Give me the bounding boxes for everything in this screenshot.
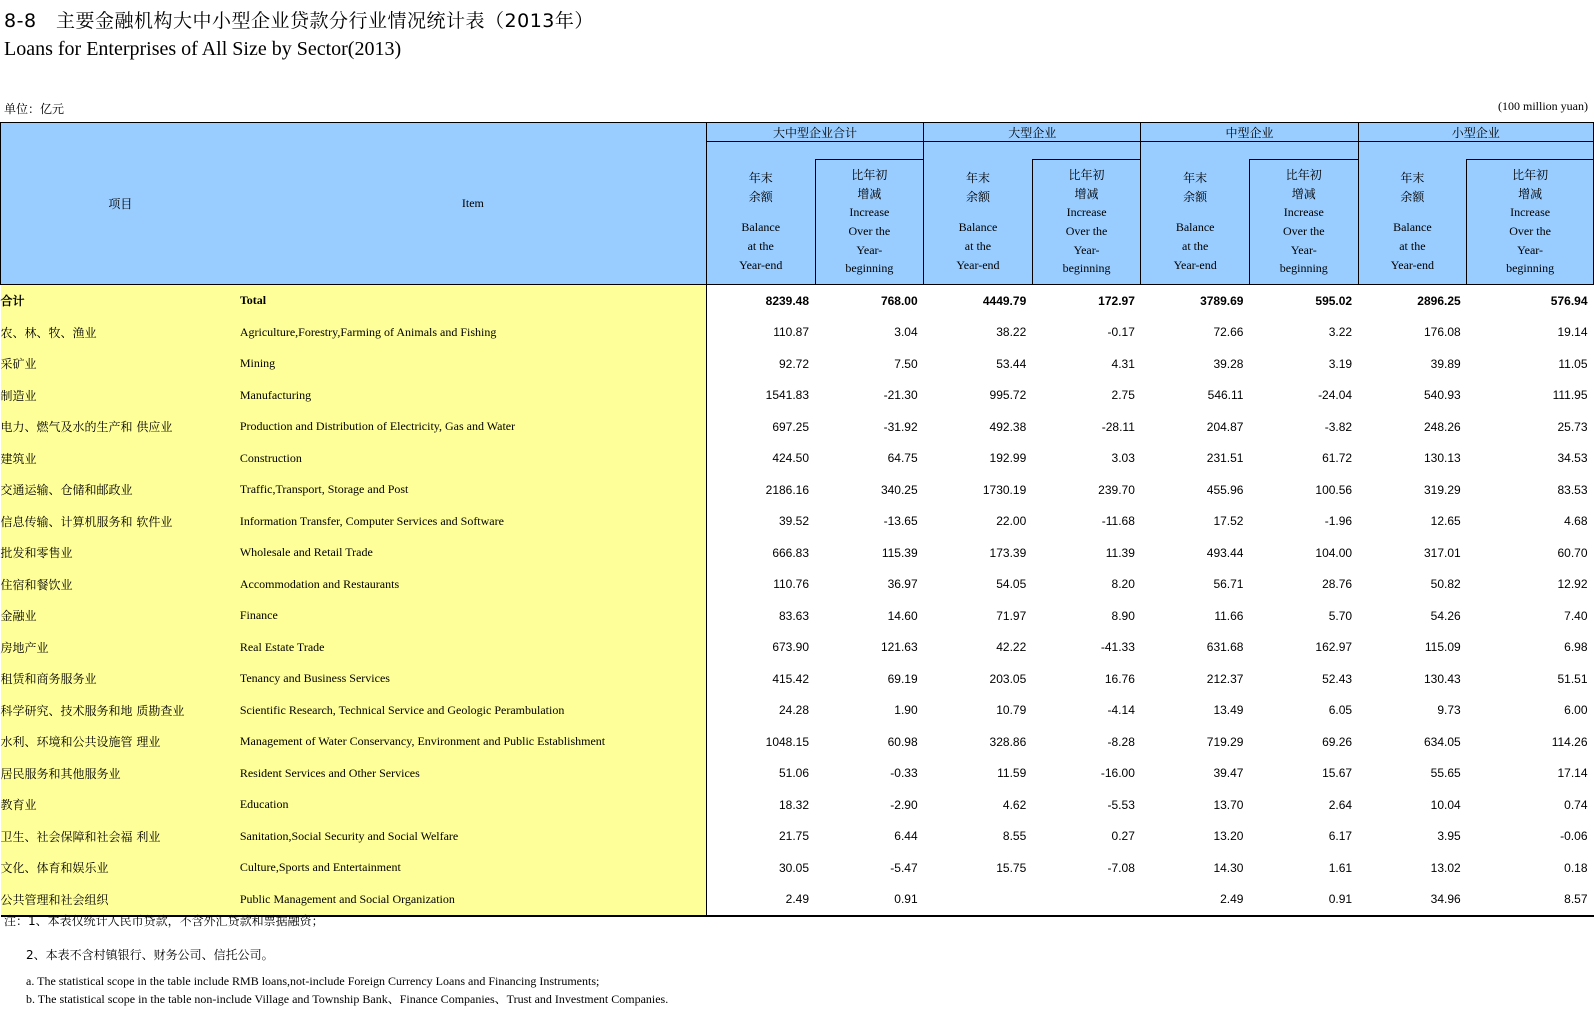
cell-value: 111.95: [1552, 388, 1588, 403]
table-row: [1, 348, 1594, 380]
cell-value: 17.14: [1557, 766, 1588, 781]
cell-value: 12.92: [1557, 577, 1588, 592]
cell-value: 7.40: [1564, 608, 1588, 623]
cell-value: 6.00: [1564, 703, 1588, 718]
cell-value: 203.05: [989, 671, 1027, 686]
cell-value: 239.70: [1098, 482, 1135, 497]
table-row: [1, 506, 1594, 538]
row-label-en: Finance: [240, 600, 707, 632]
cell-value: 10.04: [1430, 797, 1461, 812]
row-label-cn: 采矿业: [1, 348, 240, 380]
cell-value: 3.04: [894, 325, 918, 340]
cell-value: 10.79: [996, 703, 1027, 718]
cell-value: 9.73: [1437, 703, 1461, 718]
cell-value: 15.67: [1322, 766, 1353, 781]
note-2: 2、本表不含村镇银行、财务公司、信托公司。: [26, 948, 274, 962]
cell-value: 0.18: [1564, 860, 1588, 875]
table-row: [1, 317, 1594, 349]
row-label-en: Education: [240, 789, 707, 821]
cell-value: -41.33: [1100, 640, 1135, 655]
cell-value: 248.26: [1423, 419, 1461, 434]
cell-value: 697.25: [772, 419, 810, 434]
cell-value: -0.06: [1560, 829, 1588, 844]
cell-value: 231.51: [1206, 451, 1244, 466]
cell-value: [1032, 884, 1141, 917]
cell-value: 61.72: [1322, 451, 1353, 466]
table-row: [1, 695, 1594, 727]
cell-value: 54.05: [996, 577, 1027, 592]
row-label-en: Accommodation and Restaurants: [240, 569, 707, 601]
row-label-en: Mining: [240, 348, 707, 380]
cell-value: 30.05: [779, 860, 810, 875]
cell-value: 3789.69: [1200, 293, 1244, 308]
cell-value: 576.94: [1550, 293, 1588, 308]
row-label-cn: 农、林、牧、渔业: [1, 317, 240, 349]
row-label-cn: 房地产业: [1, 632, 240, 664]
cell-value: 69.26: [1322, 734, 1353, 749]
cell-value: 719.29: [1206, 734, 1244, 749]
cell-value: 60.70: [1557, 545, 1588, 560]
table-row: [1, 758, 1594, 790]
cell-value: 83.63: [779, 608, 810, 623]
cell-value: 115.39: [881, 545, 918, 560]
cell-value: -8.28: [1107, 734, 1135, 749]
table-row: [1, 411, 1594, 443]
row-label-en: Sanitation,Social Security and Social Welfare: [240, 821, 707, 853]
cell-value: 13.20: [1213, 829, 1244, 844]
row-label-cn: 交通运输、仓储和邮政业: [1, 474, 240, 506]
cell-value: -2.90: [890, 797, 918, 812]
cell-value: 51.06: [779, 766, 810, 781]
cell-value: -31.92: [883, 419, 918, 434]
cell-value: -1.96: [1324, 514, 1353, 529]
cell-value: 14.30: [1213, 860, 1244, 875]
cell-value: 2.49: [706, 884, 815, 917]
cell-value: 42.22: [996, 640, 1027, 655]
table-header: [1, 123, 1594, 285]
cell-value: 130.13: [1423, 451, 1461, 466]
cell-value: 1541.83: [765, 388, 810, 403]
row-label-cn: 电力、燃气及水的生产和 供应业: [1, 411, 240, 443]
cell-value: 110.76: [773, 577, 810, 592]
header-increase: 比年初 增减 Increase Over the Year- beginning: [1249, 160, 1358, 285]
cell-value: 2186.16: [765, 482, 810, 497]
row-label-en: Culture,Sports and Entertainment: [240, 852, 707, 884]
cell-value: 16.76: [1104, 671, 1135, 686]
row-label-cn: 批发和零售业: [1, 537, 240, 569]
cell-value: 6.98: [1564, 640, 1588, 655]
cell-value: -24.04: [1318, 388, 1353, 403]
row-label-cn: 文化、体育和娱乐业: [1, 852, 240, 884]
cell-value: 5.70: [1328, 608, 1353, 623]
row-label-cn: 卫生、社会保障和社会福 利业: [1, 821, 240, 853]
cell-value: -13.65: [883, 514, 918, 529]
cell-value: 34.96: [1358, 884, 1467, 917]
cell-value: 415.42: [772, 671, 810, 686]
cell-value: -7.08: [1107, 860, 1135, 875]
cell-value: 595.02: [1315, 293, 1353, 308]
cell-value: 115.09: [1424, 640, 1461, 655]
cell-value: 0.91: [815, 884, 924, 917]
unit-label-en: (100 million yuan): [1498, 99, 1588, 113]
cell-value: 92.72: [779, 356, 810, 371]
cell-value: 1730.19: [982, 482, 1027, 497]
header-item-cn: 项目: [1, 123, 240, 285]
header-group-medium: 中型企业: [1141, 123, 1358, 142]
row-label-en: Public Management and Social Organization: [240, 884, 707, 917]
cell-value: -0.33: [890, 766, 918, 781]
cell-value: 317.01: [1423, 545, 1461, 560]
cell-value: 1.61: [1328, 860, 1353, 875]
cell-value: -21.30: [883, 388, 918, 403]
cell-value: 6.44: [894, 829, 918, 844]
cell-value: 162.97: [1315, 640, 1353, 655]
cell-value: 3.22: [1328, 325, 1353, 340]
cell-value: -0.17: [1107, 325, 1135, 340]
cell-value: 39.52: [779, 514, 810, 529]
table-row: [1, 600, 1594, 632]
cell-value: -11.68: [1101, 514, 1135, 529]
cell-value: 173.39: [989, 545, 1027, 560]
cell-value: 14.60: [887, 608, 918, 623]
cell-value: 995.72: [989, 388, 1027, 403]
row-label-en: Traffic,Transport, Storage and Post: [240, 474, 707, 506]
row-label-en: Scientific Research, Technical Service and Geologic Perambulation: [240, 695, 707, 727]
header-increase: 比年初 增减 Increase Over the Year- beginning: [1467, 160, 1594, 285]
cell-value: 56.71: [1213, 577, 1244, 592]
cell-value: 55.65: [1430, 766, 1461, 781]
cell-value: 1048.15: [765, 734, 810, 749]
cell-value: 11.05: [1558, 356, 1588, 371]
cell-value: 0.91: [1249, 884, 1358, 917]
cell-value: 192.99: [989, 451, 1027, 466]
row-label-cn: 科学研究、技术服务和地 质勘查业: [1, 695, 240, 727]
header-item-en: Item: [240, 123, 707, 285]
cell-value: 18.32: [779, 797, 810, 812]
cell-value: -4.14: [1107, 703, 1135, 718]
row-label-cn: 租赁和商务服务业: [1, 663, 240, 695]
table-row: [1, 569, 1594, 601]
cell-value: 52.43: [1322, 671, 1353, 686]
note-1: 注：1、本表仅统计人民币贷款，不含外汇贷款和票据融资；: [4, 914, 324, 928]
header-group-large: 大型企业: [924, 123, 1141, 142]
table-row: [1, 789, 1594, 821]
table-row: [1, 852, 1594, 884]
cell-value: 34.53: [1557, 451, 1588, 466]
cell-value: 4.68: [1564, 514, 1588, 529]
cell-value: [924, 884, 1033, 917]
row-label-en: Wholesale and Retail Trade: [240, 537, 707, 569]
cell-value: 39.47: [1213, 766, 1244, 781]
cell-value: 328.86: [989, 734, 1027, 749]
cell-value: 22.00: [996, 514, 1027, 529]
cell-value: 19.14: [1557, 325, 1588, 340]
table-row-total: [1, 285, 1594, 317]
cell-value: 0.27: [1111, 829, 1135, 844]
cell-value: 2.75: [1111, 388, 1135, 403]
cell-value: 4449.79: [982, 293, 1027, 308]
row-label-en: Manufacturing: [240, 380, 707, 412]
table-row: [1, 443, 1594, 475]
cell-value: -3.82: [1324, 419, 1353, 434]
cell-value: 4.31: [1111, 356, 1135, 371]
cell-value: 0.74: [1564, 797, 1588, 812]
page-title-cn: 8-8 主要金融机构大中小型企业贷款分行业情况统计表（2013年）: [4, 10, 594, 32]
cell-value: 455.96: [1206, 482, 1244, 497]
table-body: [1, 285, 1594, 917]
table-row: [1, 380, 1594, 412]
page-title-en: Loans for Enterprises of All Size by Sector(2013): [4, 38, 402, 60]
cell-value: 3.03: [1111, 451, 1135, 466]
cell-value: 38.22: [996, 325, 1027, 340]
cell-value: 212.37: [1206, 671, 1244, 686]
cell-value: 424.50: [772, 451, 810, 466]
cell-value: 100.56: [1315, 482, 1353, 497]
cell-value: 2.49: [1141, 884, 1250, 917]
row-label-cn: 居民服务和其他服务业: [1, 758, 240, 790]
cell-value: 2896.25: [1417, 293, 1461, 308]
cell-value: 11.39: [1105, 545, 1135, 560]
cell-value: 493.44: [1206, 545, 1244, 560]
header-balance: 年末 余额 Balance at the Year-end: [1358, 160, 1467, 285]
row-label-en: Construction: [240, 443, 707, 475]
cell-value: 204.87: [1206, 419, 1244, 434]
cell-value: 8.20: [1111, 577, 1135, 592]
cell-value: 69.19: [887, 671, 918, 686]
cell-value: 540.93: [1423, 388, 1461, 403]
cell-value: 71.97: [996, 608, 1027, 623]
cell-value: 673.90: [772, 640, 810, 655]
cell-value: 64.75: [887, 451, 918, 466]
cell-value: 6.17: [1328, 829, 1353, 844]
cell-value: -5.53: [1107, 797, 1135, 812]
cell-value: 8239.48: [765, 293, 810, 308]
header-group-small: 小型企业: [1358, 123, 1593, 142]
cell-value: 21.75: [779, 829, 810, 844]
table-row: [1, 474, 1594, 506]
table-row: [1, 632, 1594, 664]
cell-value: 39.89: [1430, 356, 1461, 371]
cell-value: 60.98: [887, 734, 918, 749]
row-label-cn: 合计: [1, 285, 240, 317]
cell-value: 53.44: [996, 356, 1027, 371]
cell-value: 11.66: [1214, 608, 1244, 623]
row-label-en: Tenancy and Business Services: [240, 663, 707, 695]
header-balance: 年末 余额 Balance at the Year-end: [1141, 160, 1250, 285]
table-row: [1, 663, 1594, 695]
cell-value: 15.75: [996, 860, 1027, 875]
cell-value: 54.26: [1430, 608, 1461, 623]
row-label-cn: 公共管理和社会组织: [1, 884, 240, 917]
row-label-cn: 信息传输、计算机服务和 软件业: [1, 506, 240, 538]
cell-value: -28.11: [1101, 419, 1135, 434]
cell-value: 546.11: [1207, 388, 1244, 403]
row-label-cn: 建筑业: [1, 443, 240, 475]
cell-value: 631.68: [1206, 640, 1244, 655]
header-group-all: 大中型企业合计: [706, 123, 923, 142]
cell-value: 110.87: [773, 325, 810, 340]
cell-value: 13.70: [1213, 797, 1244, 812]
cell-value: 634.05: [1423, 734, 1461, 749]
cell-value: 7.50: [894, 356, 918, 371]
cell-value: 130.43: [1423, 671, 1461, 686]
cell-value: 340.25: [880, 482, 918, 497]
cell-value: 176.08: [1423, 325, 1461, 340]
row-label-en: Resident Services and Other Services: [240, 758, 707, 790]
cell-value: 8.57: [1467, 884, 1594, 917]
table-row: [1, 537, 1594, 569]
cell-value: 172.97: [1098, 293, 1135, 308]
cell-value: 25.73: [1557, 419, 1588, 434]
cell-value: 39.28: [1213, 356, 1244, 371]
cell-value: 492.38: [989, 419, 1027, 434]
row-label-en: Information Transfer, Computer Services and Software: [240, 506, 707, 538]
cell-value: 12.65: [1430, 514, 1461, 529]
cell-value: 121.63: [880, 640, 918, 655]
cell-value: 6.05: [1328, 703, 1353, 718]
cell-value: 83.53: [1557, 482, 1588, 497]
header-balance: 年末 余额 Balance at the Year-end: [924, 160, 1033, 285]
cell-value: 8.90: [1111, 608, 1135, 623]
cell-value: 36.97: [887, 577, 918, 592]
cell-value: 13.02: [1430, 860, 1461, 875]
row-label-cn: 制造业: [1, 380, 240, 412]
table-row: [1, 726, 1594, 758]
cell-value: 50.82: [1430, 577, 1461, 592]
row-label-en: Management of Water Conservancy, Environment and Public Establishment: [240, 726, 707, 758]
header-balance: 年末 余额 Balance at the Year-end: [706, 160, 815, 285]
cell-value: 24.28: [779, 703, 810, 718]
row-label-cn: 金融业: [1, 600, 240, 632]
cell-value: 17.52: [1213, 514, 1244, 529]
cell-value: 8.55: [1002, 829, 1027, 844]
unit-label-cn: 单位：亿元: [4, 102, 65, 116]
cell-value: 11.59: [997, 766, 1027, 781]
cell-value: 2.64: [1328, 797, 1353, 812]
row-label-en: Real Estate Trade: [240, 632, 707, 664]
cell-value: 114.26: [1551, 734, 1588, 749]
cell-value: 51.51: [1557, 671, 1588, 686]
cell-value: 13.49: [1213, 703, 1244, 718]
cell-value: -16.00: [1100, 766, 1135, 781]
header-increase: 比年初 增减 Increase Over the Year- beginning: [815, 160, 924, 285]
cell-value: -5.47: [890, 860, 918, 875]
row-label-en: Agriculture,Forestry,Farming of Animals and Fishing: [240, 317, 707, 349]
cell-value: 1.90: [894, 703, 918, 718]
cell-value: 3.95: [1437, 829, 1461, 844]
row-label-cn: 教育业: [1, 789, 240, 821]
row-label-cn: 住宿和餐饮业: [1, 569, 240, 601]
loans-table: [0, 122, 1594, 917]
header-increase: 比年初 增减 Increase Over the Year- beginning: [1032, 160, 1141, 285]
note-b: b. The statistical scope in the table non-include Village and Township Bank、Finance Companies、Trust and Investment Companies.: [26, 992, 669, 1006]
row-label-cn: 水利、环境和公共设施管 理业: [1, 726, 240, 758]
cell-value: 666.83: [772, 545, 810, 560]
cell-value: 104.00: [1315, 545, 1353, 560]
cell-value: 768.00: [880, 293, 918, 308]
cell-value: 28.76: [1322, 577, 1353, 592]
table-row: [1, 821, 1594, 853]
cell-value: 3.19: [1328, 356, 1353, 371]
row-label-en: Total: [240, 285, 707, 317]
cell-value: 4.62: [1002, 797, 1027, 812]
cell-value: 72.66: [1213, 325, 1244, 340]
row-label-en: Production and Distribution of Electricity, Gas and Water: [240, 411, 707, 443]
note-a: a. The statistical scope in the table include RMB loans,not-include Foreign Currency Loans and Financing Instruments;: [26, 974, 600, 988]
cell-value: 319.29: [1423, 482, 1461, 497]
